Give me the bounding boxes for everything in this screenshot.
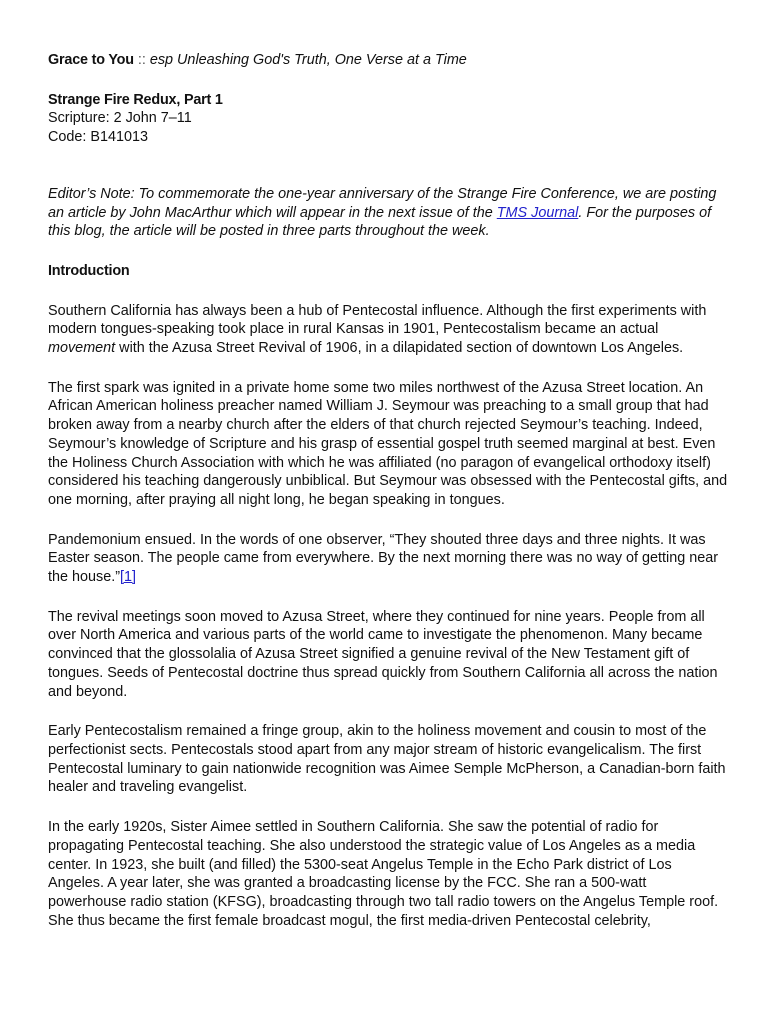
sermon-title: Strange Fire Redux, Part 1 — [48, 91, 223, 108]
paragraph-6: In the early 1920s, Sister Aimee settled in Southern California. She saw the potential of radio for propagating Pentecostal teaching. She also understood the strategic value of Los Angeles as a media center. In 1923, she built (and filled) the 5300-seat Angelus Temple in the Echo Park district of Los Angeles. A year later, she was granted a broadcasting license by the FCC. She ran a 500-watt powerhouse radio station (KFSG), broadcasting through two tall radio towers on the Angelus Temple roof. She thus became the first female broadcast mogul, the first media-driven Pentecostal celebrity, — [48, 819, 719, 929]
paragraph-4: The revival meetings soon moved to Azusa Street, where they continued for nine years. People from all over North America and various parts of the world came to investigate the phenomenon. Many became convinced that the glossolalia of Azusa Street signified a genuine revival of the New Testament gift of tongues. Seeds of Pentecostal doctrine thus spread quickly from Southern California all across the nation and beyond. — [48, 608, 718, 700]
paragraph-1 — [48, 302, 728, 358]
editors-note-text-after: . For the purposes of this blog, the article will be posted in three parts throughout the week. — [48, 204, 712, 240]
introduction-heading: Introduction — [48, 262, 130, 279]
sermon-scripture: Scripture: 2 John 7–11 — [48, 110, 192, 127]
tms-journal-link[interactable]: TMS Journal — [496, 204, 579, 221]
paragraph-5: Early Pentecostalism remained a fringe group, akin to the holiness movement and cousin to most of the perfectionist sects. Pentecostals stood apart from any major stream of historic evangelicalism. The first Pentecostal luminary to gain nationwide recognition was Aimee Semple McPherson, a Canadian-born faith healer and traveling evangelist. — [48, 723, 726, 796]
site-brand: Grace to You — [48, 52, 134, 68]
paragraph-3 — [48, 531, 728, 587]
site-header — [48, 51, 728, 70]
document-page — [48, 51, 728, 930]
editors-note — [48, 185, 728, 241]
header-separator: :: — [133, 52, 150, 68]
paragraph-2: The first spark was ignited in a private home some two miles northwest of the Azusa Street location. An African American holiness preacher named William J. Seymour was preaching to a small group that had broken away from a nearby church after the elders of that church rejected Seymour’s teaching. Indeed, Seymour’s knowledge of Scripture and his grasp of essential gospel truth seemed marginal at best. Even the Holiness Church Association with which he was affiliated (no paragon of evangelical orthodoxy itself) considered his teaching dangerously unbiblical. But Seymour was obsessed with the Pentecostal gifts, and one morning, after praying all night long, he began speaking in tongues. — [48, 379, 728, 508]
paragraph-3-text: Pandemonium ensued. In the words of one observer, “They shouted three days and three nights. It was Easter season. The people came from everywhere. By the next morning there was no way of getting near the house.” — [48, 531, 719, 586]
editors-note-text-before: Editor’s Note: To commemorate the one-year anniversary of the Strange Fire Conference, we are posting an article by John MacArthur which will appear in the next issue of the — [48, 185, 717, 221]
site-tagline: esp Unleashing God's Truth, One Verse at a Time — [149, 52, 467, 68]
paragraph-1-text-b: with the Azusa Street Revival of 1906, in a dilapidated section of downtown Los Angeles. — [115, 340, 684, 357]
sermon-info — [48, 91, 728, 147]
paragraph-1-emphasis: movement — [48, 340, 116, 357]
footnote-1-link[interactable]: [1] — [120, 569, 137, 586]
paragraph-1-text-a: Southern California has always been a hub of Pentecostal influence. Although the first experiments with modern tongues-speaking took place in rural Kansas in 1901, Pentecostalism became an actual — [48, 302, 707, 338]
sermon-code: Code: B141013 — [48, 129, 149, 146]
